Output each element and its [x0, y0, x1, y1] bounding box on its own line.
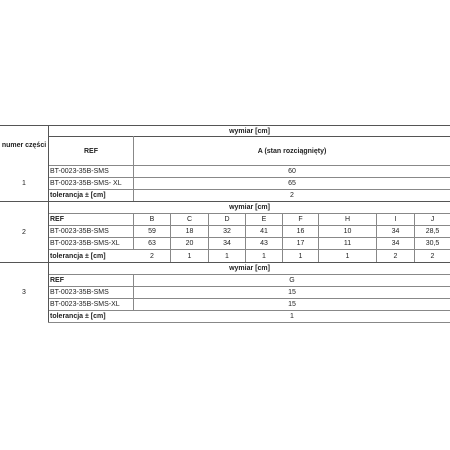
- section-2-tolerance-label: tolerancja ± [cm]: [50, 252, 106, 260]
- section-2-row-1-j: 28,5: [425, 228, 440, 235]
- part-number-2: 2: [22, 228, 26, 236]
- section-2-tolerance-i: 2: [393, 252, 398, 260]
- section-1-tolerance-value: 2: [290, 192, 294, 199]
- section-2-tolerance-e: 1: [262, 252, 266, 260]
- section-1-row-2-value: 65: [288, 180, 296, 187]
- section-2-header-e: E: [261, 216, 267, 223]
- section-2-row-2-e: 43: [260, 240, 268, 247]
- section-1-title: wymiar [cm]: [229, 127, 270, 135]
- section-3-title: wymiar [cm]: [229, 265, 270, 272]
- section-2-row-2-c: 20: [185, 240, 194, 247]
- section-2-row-1-c: 18: [185, 228, 194, 235]
- section-2-row-2-ref: BT-0023-35B-SMS-XL: [50, 240, 120, 247]
- part-number-3: 3: [22, 289, 26, 296]
- section-1-row-2-ref: BT-0023-35B-SMS- XL: [50, 180, 122, 187]
- section-2-row-2-i: 34: [391, 240, 400, 247]
- section-2-row-2-j: 30,5: [425, 240, 440, 247]
- section-2-row-2-b: 63: [148, 240, 156, 247]
- section-1-tolerance-label: tolerancja ± [cm]: [50, 192, 106, 199]
- section-3-row-1-value: 15: [288, 289, 296, 296]
- part-number-header: numer części: [1, 141, 47, 149]
- section-2-tolerance-c: 1: [187, 252, 192, 260]
- section-2-row-1-e: 41: [260, 228, 268, 235]
- section-2-title: wymiar [cm]: [229, 204, 270, 211]
- section-3-ref-header: REF: [50, 277, 64, 284]
- section-2-header-i: I: [394, 216, 397, 223]
- part-number-1: 1: [22, 179, 26, 187]
- section-2-row-2-d: 34: [223, 240, 231, 247]
- section-2-header-b: B: [149, 216, 155, 223]
- section-2-ref-header: REF: [50, 216, 64, 223]
- section-2-tolerance-f: 1: [298, 252, 303, 260]
- section-2-row-1-ref: BT-0023-35B-SMS: [50, 228, 109, 235]
- section-1-column-header: A (stan rozciągnięty): [257, 147, 327, 155]
- section-2-header-d: D: [224, 216, 230, 223]
- section-2-row-1-d: 32: [223, 228, 231, 235]
- section-2-row-1-i: 34: [391, 228, 400, 235]
- section-2-tolerance-b: 2: [150, 252, 154, 260]
- section-2-row-1-b: 59: [148, 228, 156, 235]
- section-3-row-2-value: 15: [288, 301, 296, 308]
- section-2-tolerance-h: 1: [345, 252, 350, 260]
- section-2-row-1-h: 10: [343, 228, 352, 235]
- section-3-column-header: G: [289, 277, 295, 284]
- section-2-header-h: H: [344, 216, 351, 223]
- section-2-row-2-f: 17: [296, 240, 305, 247]
- section-3-row-1-ref: BT-0023-35B-SMS: [50, 289, 109, 296]
- section-1-ref-header: REF: [84, 147, 98, 155]
- section-3-tolerance-value: 1: [290, 313, 294, 320]
- section-1-row-1-ref: BT-0023-35B-SMS: [50, 168, 109, 175]
- section-2-tolerance-d: 1: [225, 252, 229, 260]
- section-2-tolerance-j: 2: [430, 252, 435, 260]
- section-1-row-1-value: 60: [288, 168, 296, 175]
- section-2-header-j: J: [430, 216, 435, 223]
- section-3-tolerance-label: tolerancja ± [cm]: [50, 313, 106, 320]
- section-2-header-f: F: [298, 216, 303, 223]
- section-2-header-c: C: [186, 216, 193, 223]
- section-2-row-1-f: 16: [296, 228, 305, 235]
- section-2-row-2-h: 11: [343, 240, 352, 247]
- section-3-row-2-ref: BT-0023-35B-SMS-XL: [50, 301, 120, 308]
